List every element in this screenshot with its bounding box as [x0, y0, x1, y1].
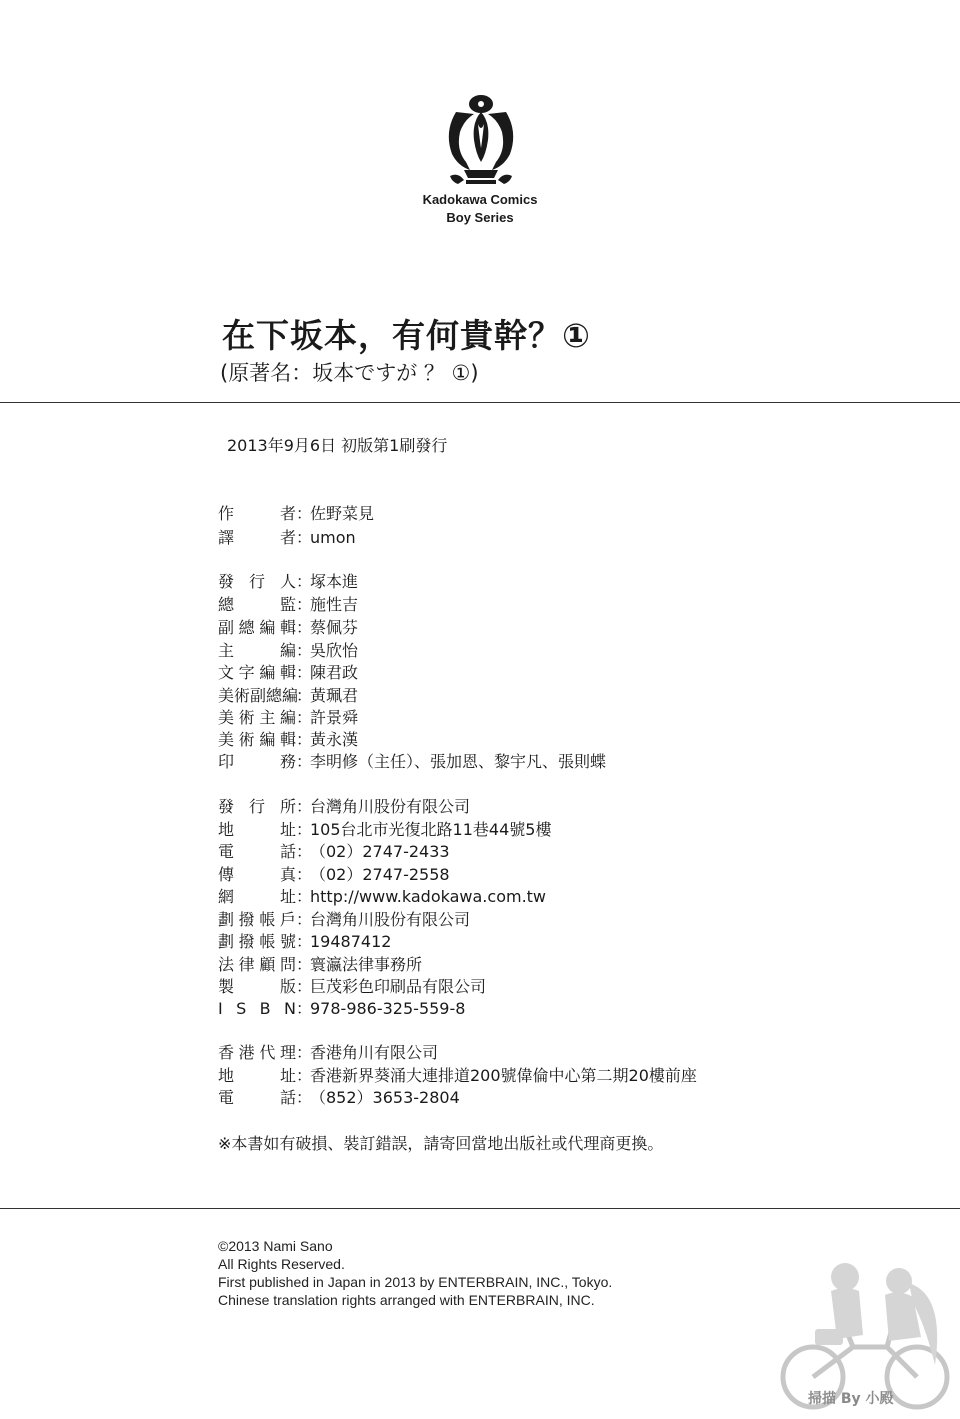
separator: ： — [296, 595, 313, 614]
separator: ： — [296, 641, 313, 660]
separator: ： — [296, 797, 313, 816]
credit-row-translator — [218, 527, 356, 549]
publisher-value: 台灣角川股份有限公司 — [310, 910, 471, 929]
hk-agent-row — [218, 1065, 697, 1087]
staff-value: 李明修（主任）、張加恩、黎宇凡、張則蝶 — [310, 752, 607, 771]
staff-row — [218, 662, 358, 684]
hk-agent-label: 香港代理 — [218, 1043, 296, 1062]
hk-agent-value: （852）3653-2804 — [310, 1088, 460, 1107]
hk-agent-label: 電 話 — [218, 1088, 296, 1107]
staff-row — [218, 571, 358, 593]
phoenix-emblem-icon — [436, 92, 526, 194]
series-name-line1: Kadokawa Comics — [422, 192, 538, 207]
publisher-row — [218, 864, 450, 886]
publisher-row — [218, 954, 422, 976]
publisher-row — [218, 886, 546, 908]
credit-label: 譯 者 — [218, 528, 296, 547]
separator: ： — [296, 910, 313, 929]
scanner-watermark-text: 掃描 By 小殿 — [808, 1391, 894, 1407]
publisher-label: I S B N — [218, 999, 296, 1018]
publisher-row-isbn — [218, 998, 465, 1020]
book-title: 在下坂本，有何貴幹？① — [222, 316, 591, 355]
separator: ： — [296, 1043, 313, 1062]
publisher-label: 傳 真 — [218, 865, 296, 884]
divider-bottom — [0, 1208, 960, 1209]
staff-row — [218, 685, 358, 707]
separator: ： — [296, 528, 313, 547]
credit-label: 作 者 — [218, 504, 296, 523]
separator: ： — [296, 820, 313, 839]
staff-value: 許景舜 — [310, 708, 359, 727]
separator: ： — [296, 730, 313, 749]
edition-date: 2013年9月6日 初版第1刷發行 — [227, 436, 448, 455]
publisher-row — [218, 819, 551, 841]
publisher-row — [218, 796, 470, 818]
publisher-row — [218, 931, 391, 953]
staff-row — [218, 751, 606, 773]
copyright-line: First published in Japan in 2013 by ENTERBRAIN, INC., Tokyo. — [218, 1274, 613, 1290]
hk-agent-row — [218, 1087, 460, 1109]
staff-value: 蔡佩芬 — [310, 618, 359, 637]
separator: ： — [296, 1066, 313, 1085]
separator: ： — [296, 955, 313, 974]
copyright-line: Chinese translation rights arranged with ENTERBRAIN, INC. — [218, 1292, 595, 1308]
staff-label: 發行人 — [218, 572, 296, 591]
publisher-label: 製 版 — [218, 977, 296, 996]
publisher-row — [218, 976, 486, 998]
staff-label: 主 編 — [218, 641, 296, 660]
separator: ： — [296, 618, 313, 637]
separator: ： — [296, 504, 313, 523]
separator: ： — [296, 865, 313, 884]
hk-agent-value: 香港角川有限公司 — [310, 1043, 439, 1062]
original-title: (原著名：坂本ですが ？ ①) — [220, 361, 479, 385]
publisher-value: 寰瀛法律事務所 — [310, 955, 423, 974]
copyright-line: All Rights Reserved. — [218, 1256, 345, 1272]
staff-label: 總 監 — [218, 595, 296, 614]
publisher-value: 105台北市光復北路11巷44號5樓 — [310, 820, 552, 839]
credit-value: 佐野菜見 — [310, 504, 375, 523]
staff-value: 施性吉 — [310, 595, 359, 614]
separator: ： — [296, 932, 313, 951]
publisher-label: 網 址 — [218, 887, 296, 906]
hk-agent-label: 地 址 — [218, 1066, 296, 1085]
series-name-line2: Boy Series — [446, 210, 514, 225]
staff-row — [218, 594, 358, 616]
publisher-value: 19487412 — [310, 932, 392, 951]
credit-row-author — [218, 503, 374, 525]
divider-top — [0, 402, 960, 403]
staff-value: 塚本進 — [310, 572, 359, 591]
staff-label: 美術編輯 — [218, 730, 296, 749]
staff-label: 印 務 — [218, 752, 296, 771]
separator: ： — [296, 708, 313, 727]
hk-agent-value: 香港新界葵涌大連排道200號偉倫中心第二期20樓前座 — [310, 1066, 697, 1085]
publisher-row — [218, 841, 450, 863]
staff-row — [218, 707, 358, 729]
staff-value: 黃永漢 — [310, 730, 359, 749]
credit-value: umon — [310, 528, 356, 547]
publisher-label: 劃撥帳戶 — [218, 910, 296, 929]
staff-row — [218, 729, 358, 751]
staff-label: 美術主編 — [218, 708, 296, 727]
publisher-label: 法律顧問 — [218, 955, 296, 974]
isbn-value: 978-986-325-559-8 — [310, 999, 466, 1018]
separator: ： — [296, 663, 313, 682]
separator: ： — [296, 686, 313, 705]
staff-label: 美術副總編 — [218, 686, 299, 705]
damage-notice: ※本書如有破損、裝訂錯誤，請寄回當地出版社或代理商更換。 — [218, 1134, 664, 1153]
publisher-value: 巨茂彩色印刷品有限公司 — [310, 977, 487, 996]
staff-value: 吳欣怡 — [310, 641, 359, 660]
separator: ： — [296, 752, 313, 771]
staff-label: 副總編輯 — [218, 618, 296, 637]
publisher-label: 地 址 — [218, 820, 296, 839]
publisher-label: 劃撥帳號 — [218, 932, 296, 951]
publisher-value: （02）2747-2558 — [310, 865, 450, 884]
staff-row — [218, 640, 358, 662]
staff-value: 黃珮君 — [310, 686, 359, 705]
separator: ： — [296, 999, 313, 1018]
separator: ： — [296, 572, 313, 591]
publisher-value: 台灣角川股份有限公司 — [310, 797, 471, 816]
copyright-line: ©2013 Nami Sano — [218, 1238, 333, 1254]
staff-label: 文字編輯 — [218, 663, 296, 682]
publisher-website: http://www.kadokawa.com.tw — [310, 887, 547, 906]
hk-agent-row — [218, 1042, 438, 1064]
staff-row — [218, 617, 358, 639]
separator: ： — [296, 977, 313, 996]
publisher-value: （02）2747-2433 — [310, 842, 450, 861]
separator: ： — [296, 887, 313, 906]
separator: ： — [296, 842, 313, 861]
publisher-label: 電 話 — [218, 842, 296, 861]
publisher-row — [218, 909, 470, 931]
publisher-label: 發行所 — [218, 797, 296, 816]
staff-value: 陳君政 — [310, 663, 359, 682]
separator: ： — [296, 1088, 313, 1107]
